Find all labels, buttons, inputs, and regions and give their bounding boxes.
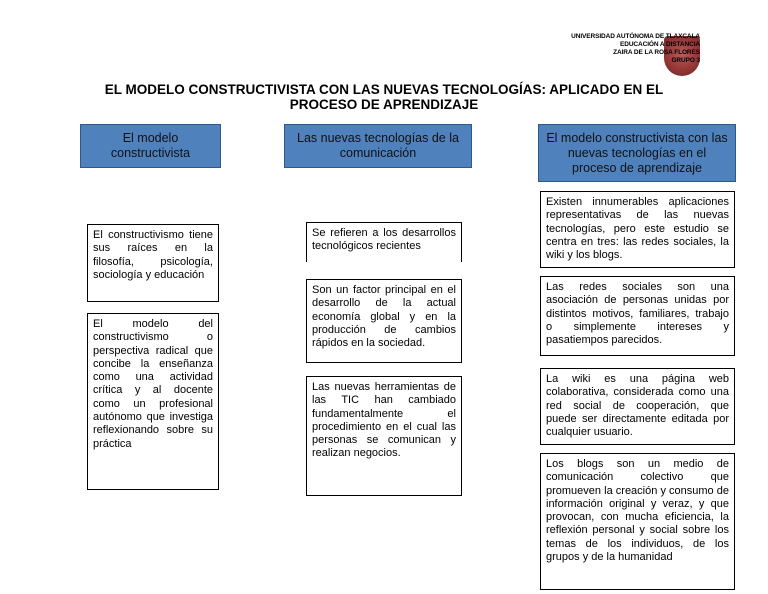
column-heading-new-technologies: Las nuevas tecnologías de la comunicación xyxy=(284,124,472,168)
header-group: GRUPO 3 xyxy=(671,57,700,64)
text-box: Las nuevas herramientas de las TIC han cambiado fundamentalmente el procedimiento en el cual las personas se comunican y realizan negocios. xyxy=(306,376,462,496)
header-university: UNIVERSIDAD AUTÓNOMA DE TLAXCALA xyxy=(571,33,700,40)
text-box: El modelo del constructivismo o perspectiva radical que concibe la enseñanza como una actividad crítica y al docente como un profesional autónomo que investiga reflexionando sobre su práctica xyxy=(87,313,219,490)
header-program: EDUCACIÓN A DISTANCIA xyxy=(620,41,700,48)
column-heading-constructivist-with-tech: El modelo constructivista con las nuevas tecnologías en el proceso de aprendizaje xyxy=(538,124,736,182)
text-box: Las redes sociales son una asociación de personas unidas por distintos motivos, familiares, trabajo o simplemente intereses y pasatiempos parecidos. xyxy=(540,276,735,356)
column-heading-constructivist-model: El modelo constructivista xyxy=(80,124,221,168)
text-box: Los blogs son un medio de comunicación colectivo que promueven la creación y consumo de información original y veraz, y que provocan, con mucha eficiencia, la reflexión personal y social sobre los temas de los individuos, de los grupos y de la humanidad xyxy=(540,453,735,590)
document-header xyxy=(540,33,700,65)
page-title: EL MODELO CONSTRUCTIVISTA CON LAS NUEVAS TECNOLOGÍAS: APLICADO EN EL PROCESO DE APRENDIZAJE xyxy=(104,82,664,112)
text-box: La wiki es una página web colaborativa, considerada como una red social de cooperación, que puede ser directamente editada por cualquier usuario. xyxy=(540,368,735,445)
text-box: Se refieren a los desarrollos tecnológicos recientes xyxy=(306,222,462,262)
text-box: Son un factor principal en el desarrollo de la actual economía global y en la producción de cambios rápidos en la sociedad. xyxy=(306,279,462,363)
text-box: Existen innumerables aplicaciones representativas de las nuevas tecnologías, pero este estudio se centra en tres: las redes sociales, la wiki y los blogs. xyxy=(540,191,735,268)
text-box: El constructivismo tiene sus raíces en la filosofía, psicología, sociología y educación xyxy=(87,224,219,302)
header-author: ZAIRA DE LA ROSA FLORES xyxy=(613,49,700,56)
